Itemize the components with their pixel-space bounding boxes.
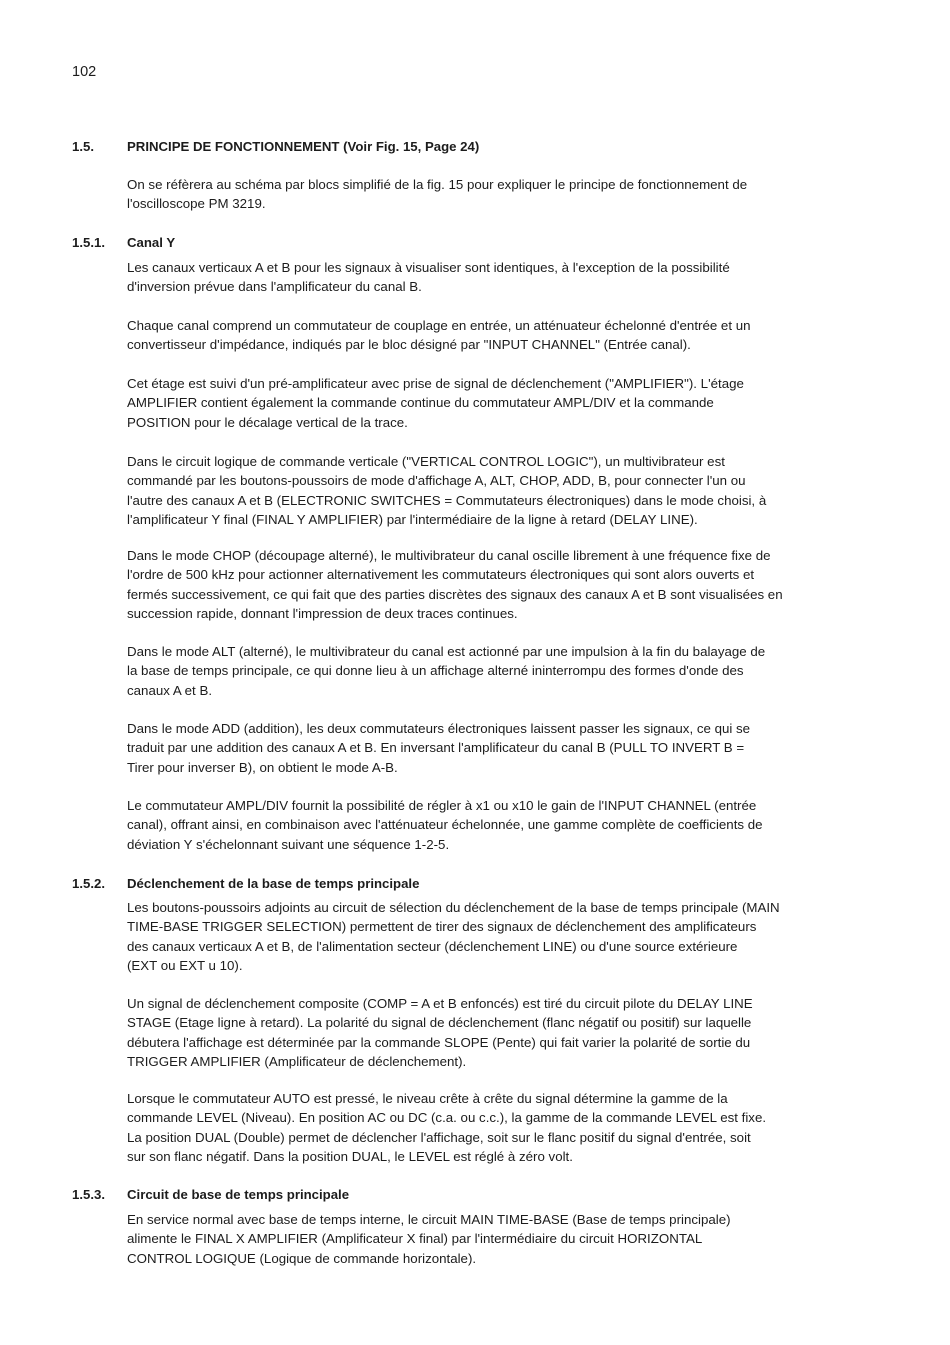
text-line: Cet étage est suivi d'un pré-amplificateur avec prise de signal de déclenchement ("AMPLIFIER"). L'étage: [127, 376, 744, 391]
section-title: PRINCIPE DE FONCTIONNEMENT (Voir Fig. 15, Page 24): [127, 139, 480, 154]
text-line: AMPLIFIER contient également la commande continue du commutateur AMPL/DIV et la commande: [127, 395, 714, 411]
text-line: sur son flanc négatif. Dans la position DUAL, le LEVEL est réglé à zéro volt.: [127, 1148, 573, 1164]
paragraph: [127, 719, 842, 777]
text-line: convertisseur d'impédance, indiqués par le bloc désigné par "INPUT CHANNEL" (Entrée canal).: [127, 337, 691, 353]
text-line: (EXT ou EXT u 10).: [127, 957, 243, 973]
text-line: débutera l'affichage est déterminée par la commande SLOPE (Pente) qui fait varier la polarité de sortie du: [127, 1034, 751, 1050]
text-line: Un signal de déclenchement composite (COMP = A et B enfoncés) est tiré du circuit pilote du DELAY LINE: [127, 996, 753, 1011]
paragraph: [127, 546, 842, 623]
text-line: l'autre des canaux A et B (ELECTRONIC SWITCHES = Commutateurs électroniques) dans le mode choisi, à: [127, 492, 767, 508]
paragraph: [127, 1210, 842, 1268]
text-line: La position DUAL (Double) permet de déclencher l'affichage, soit sur le flanc positif du signal d'entrée, soit: [127, 1129, 751, 1145]
section-number: 1.5.2.: [72, 876, 105, 891]
page-number: 102: [72, 64, 97, 80]
paragraph: [127, 898, 842, 975]
text-line: l'ordre de 500 kHz pour actionner alternativement les commutateurs électroniques qui sont alors ouverts et: [127, 567, 755, 583]
text-line: TIME-BASE TRIGGER SELECTION) permettent de tirer des signaux de déclenchement des amplificateurs: [127, 919, 757, 935]
text-line: commande LEVEL (Niveau). En position AC ou DC (c.a. ou c.c.), la gamme de la commande LEVEL est fixe.: [127, 1110, 767, 1126]
section-title: Déclenchement de la base de temps principale: [127, 876, 420, 891]
text-line: déviation Y s'échelonnant suivant une séquence 1-2-5.: [127, 836, 450, 852]
section-number: 1.5.: [72, 139, 94, 154]
section-number: 1.5.3.: [72, 1187, 105, 1202]
text-line: Les boutons-poussoirs adjoints au circuit de sélection du déclenchement de la base de temps principale (MAIN: [127, 900, 780, 915]
text-line: On se réfèrera au schéma par blocs simplifié de la fig. 15 pour expliquer le principe de fonctionnement de: [127, 177, 748, 192]
paragraph: [127, 796, 842, 854]
text-line: alimente le FINAL X AMPLIFIER (Amplificateur X final) par l'intermédiaire du circuit HORIZONTAL: [127, 1231, 703, 1247]
text-line: d'inversion prévue dans l'amplificateur du canal B.: [127, 279, 422, 295]
text-line: TRIGGER AMPLIFIER (Amplificateur de déclenchement).: [127, 1053, 467, 1069]
text-line: Le commutateur AMPL/DIV fournit la possibilité de régler à x1 ou x10 le gain de l'INPUT CHANNEL (entrée: [127, 798, 757, 813]
paragraph: [127, 642, 842, 700]
paragraph: [127, 316, 842, 355]
text-line: Tirer pour inverser B), on obtient le mode A-B.: [127, 759, 398, 775]
text-line: STAGE (Etage ligne à retard). La polarité du signal de déclenchement (flanc négatif ou positif) sur laquelle: [127, 1015, 752, 1031]
text-line: POSITION pour le décalage vertical de la trace.: [127, 414, 408, 430]
paragraph: [127, 175, 842, 214]
text-line: Dans le mode ALT (alterné), le multivibrateur du canal est actionné par une impulsion à la fin du balayage de: [127, 644, 766, 659]
paragraph: [127, 994, 842, 1071]
section-title: Circuit de base de temps principale: [127, 1187, 350, 1202]
text-line: CONTROL LOGIQUE (Logique de commande horizontale).: [127, 1250, 477, 1266]
text-line: Chaque canal comprend un commutateur de couplage en entrée, un atténuateur échelonné d'entrée et un: [127, 318, 751, 333]
text-line: l'oscilloscope PM 3219.: [127, 196, 266, 212]
text-line: En service normal avec base de temps interne, le circuit MAIN TIME-BASE (Base de temps principale): [127, 1212, 731, 1227]
text-line: la base de temps principale, ce qui donne lieu à un affichage alterné ininterrompu des formes d'onde des: [127, 663, 744, 679]
paragraph: [127, 374, 842, 432]
text-line: Lorsque le commutateur AUTO est pressé, le niveau crête à crête du signal détermine la gamme de la: [127, 1091, 728, 1106]
text-line: succession rapide, donnant l'impression de deux traces continues.: [127, 605, 518, 621]
text-line: traduit par une addition des canaux A et B. En inversant l'amplificateur du canal B (PULL TO INVERT B =: [127, 740, 745, 756]
text-line: canaux A et B.: [127, 682, 213, 698]
section-number: 1.5.1.: [72, 235, 105, 250]
text-line: Dans le mode CHOP (découpage alterné), le multivibrateur du canal oscille librement à une fréquence fixe de: [127, 548, 771, 563]
paragraph: [127, 452, 842, 529]
text-line: Dans le mode ADD (addition), les deux commutateurs électroniques laissent passer les signaux, ce qui se: [127, 721, 751, 736]
text-line: Les canaux verticaux A et B pour les signaux à visualiser sont identiques, à l'exception de la possibilité: [127, 260, 730, 275]
text-line: l'amplificateur Y final (FINAL Y AMPLIFIER) par l'intermédiaire de la ligne à retard (DELAY LINE).: [127, 511, 698, 527]
text-line: des canaux verticaux A et B, de l'alimentation secteur (déclenchement LINE) ou d'une source extérieure: [127, 938, 738, 954]
text-line: fermés successivement, ce qui fait que des parties discrètes des signaux des canaux A et B sont visualisées en: [127, 586, 783, 602]
text-line: Dans le circuit logique de commande verticale ("VERTICAL CONTROL LOGIC"), un multivibrateur est: [127, 454, 725, 469]
paragraph: [127, 1089, 842, 1166]
text-line: commandé par les boutons-poussoirs de mode d'affichage A, ALT, CHOP, ADD, B, pour connecter l'un ou: [127, 473, 746, 489]
text-line: canal), offrant ainsi, en combinaison avec l'atténuateur échelonnée, une gamme complète de coefficients de: [127, 817, 763, 833]
paragraph: [127, 258, 842, 297]
section-title: Canal Y: [127, 235, 176, 250]
